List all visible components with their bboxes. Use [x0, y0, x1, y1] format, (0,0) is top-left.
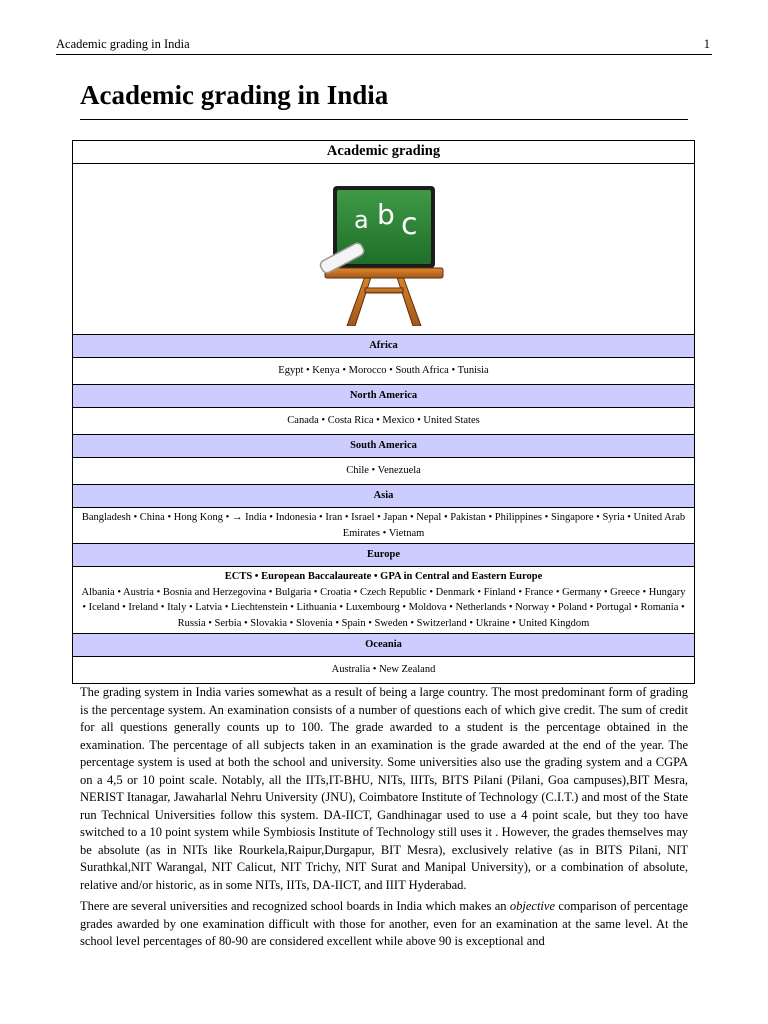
paragraph: The grading system in India varies somewhat as a result of being a large country. The most predominant form of grading is the percentage system. An examination consists of a number of questions each of which give credit. The sum of credit for all questions generally counts up to 100. The grade awarded to a student is the percentage obtained in the examination. The percentage of all subjects taken in an examination is the grade awarded at the end of the year. The percentage system is used at both the school and university. Some universities also use the grading system and a CGPA on a 4,5 or 10 point scale. Notably, all the IITs,IT-BHU, NITs, IIITs, BITS Pilani (Pilani, Goa campuses),BIT Mesra, NERIST Itanagar, Jawaharlal Nehru University (JNU), Coimbatore Institute of Technology (C.I.T.) and most of the State run Technical Universities follow this system. DA-IICT, Gandhinagar used to use a 4 point scale, but they too have switched to a 10 point system while Symbiosis Institute of Technology still uses it . However, the grades themselves may be absolute (as in NITs like Rourkela,Raipur,Durgapur, BIT Mesra), exclusively relative (as in BITS Pilani, NIT Surathkal,NIT Warangal, NIT Calicut, NIT Trichy, NIT Surat and Manipal University), or a combination of absolute, relative and/or historic, as in some NITs, IITs, DA-IICT, and IIIT Hyderabad.	[80, 685, 688, 892]
running-header	[56, 37, 712, 55]
section-items-south-america: Chile • Venezuela	[73, 458, 695, 485]
emphasis-text: objective	[509, 899, 556, 913]
chalk-letter-a: a	[353, 206, 369, 234]
running-header-title: Academic grading in India	[56, 37, 190, 51]
infobox	[72, 140, 695, 684]
section-items-oceania: Australia • New Zealand	[73, 657, 695, 684]
section-items-africa: Egypt • Kenya • Morocco • South Africa • Tunisia	[73, 358, 695, 385]
section-heading-africa: Africa	[73, 335, 695, 358]
paragraph	[80, 898, 688, 951]
section-heading-europe: Europe	[73, 544, 695, 567]
section-heading-north-america: North America	[73, 385, 695, 408]
paragraph-text: There are several universities and recognized school boards in India which makes an	[80, 899, 510, 913]
infobox-image-cell	[73, 164, 695, 335]
page-title: Academic grading in India	[80, 78, 688, 120]
chalkboard-abc-icon	[309, 176, 459, 326]
section-cell-europe	[73, 567, 695, 634]
section-items-asia: Bangladesh • China • Hong Kong • → India • Indonesia • Iran • Israel • Japan • Nepal • Pakistan • Philippines • Singapore • Syria • United Arab Emirates • Vietnam	[73, 508, 695, 544]
section-items-north-america: Canada • Costa Rica • Mexico • United States	[73, 408, 695, 435]
article-body	[80, 684, 688, 955]
section-subheading-europe: ECTS • European Baccalaureate • GPA in Central and Eastern Europe	[224, 571, 543, 582]
section-items-europe: Albania • Austria • Bosnia and Herzegovina • Bulgaria • Croatia • Czech Republic • Denmark • Finland • France • Germany • Greece • Hungary • Iceland • Ireland • Italy • Latvia • Liechtenstein • Lithuania • Luxembourg • Moldova • Netherlands • Norway • Poland • Portugal • Romania • Russia • Serbia • Slovakia • Slovenia • Spain • Sweden • Switzerland • Ukraine • United Kingdom	[81, 586, 686, 629]
paragraph-text: comparison of percentage grades awarded by one examination difficult with those for another, even for an examination at the same level. At the school level percentages of 80-90 are considered excellent while above 90 is exceptional and	[80, 899, 689, 948]
chalk-letter-c: c	[400, 207, 417, 242]
chalk-letter-b: b	[376, 198, 395, 231]
section-heading-oceania: Oceania	[73, 634, 695, 657]
section-heading-asia: Asia	[73, 485, 695, 508]
section-heading-south-america: South America	[73, 435, 695, 458]
page-number: 1	[703, 37, 710, 51]
infobox-title: Academic grading	[73, 141, 695, 164]
